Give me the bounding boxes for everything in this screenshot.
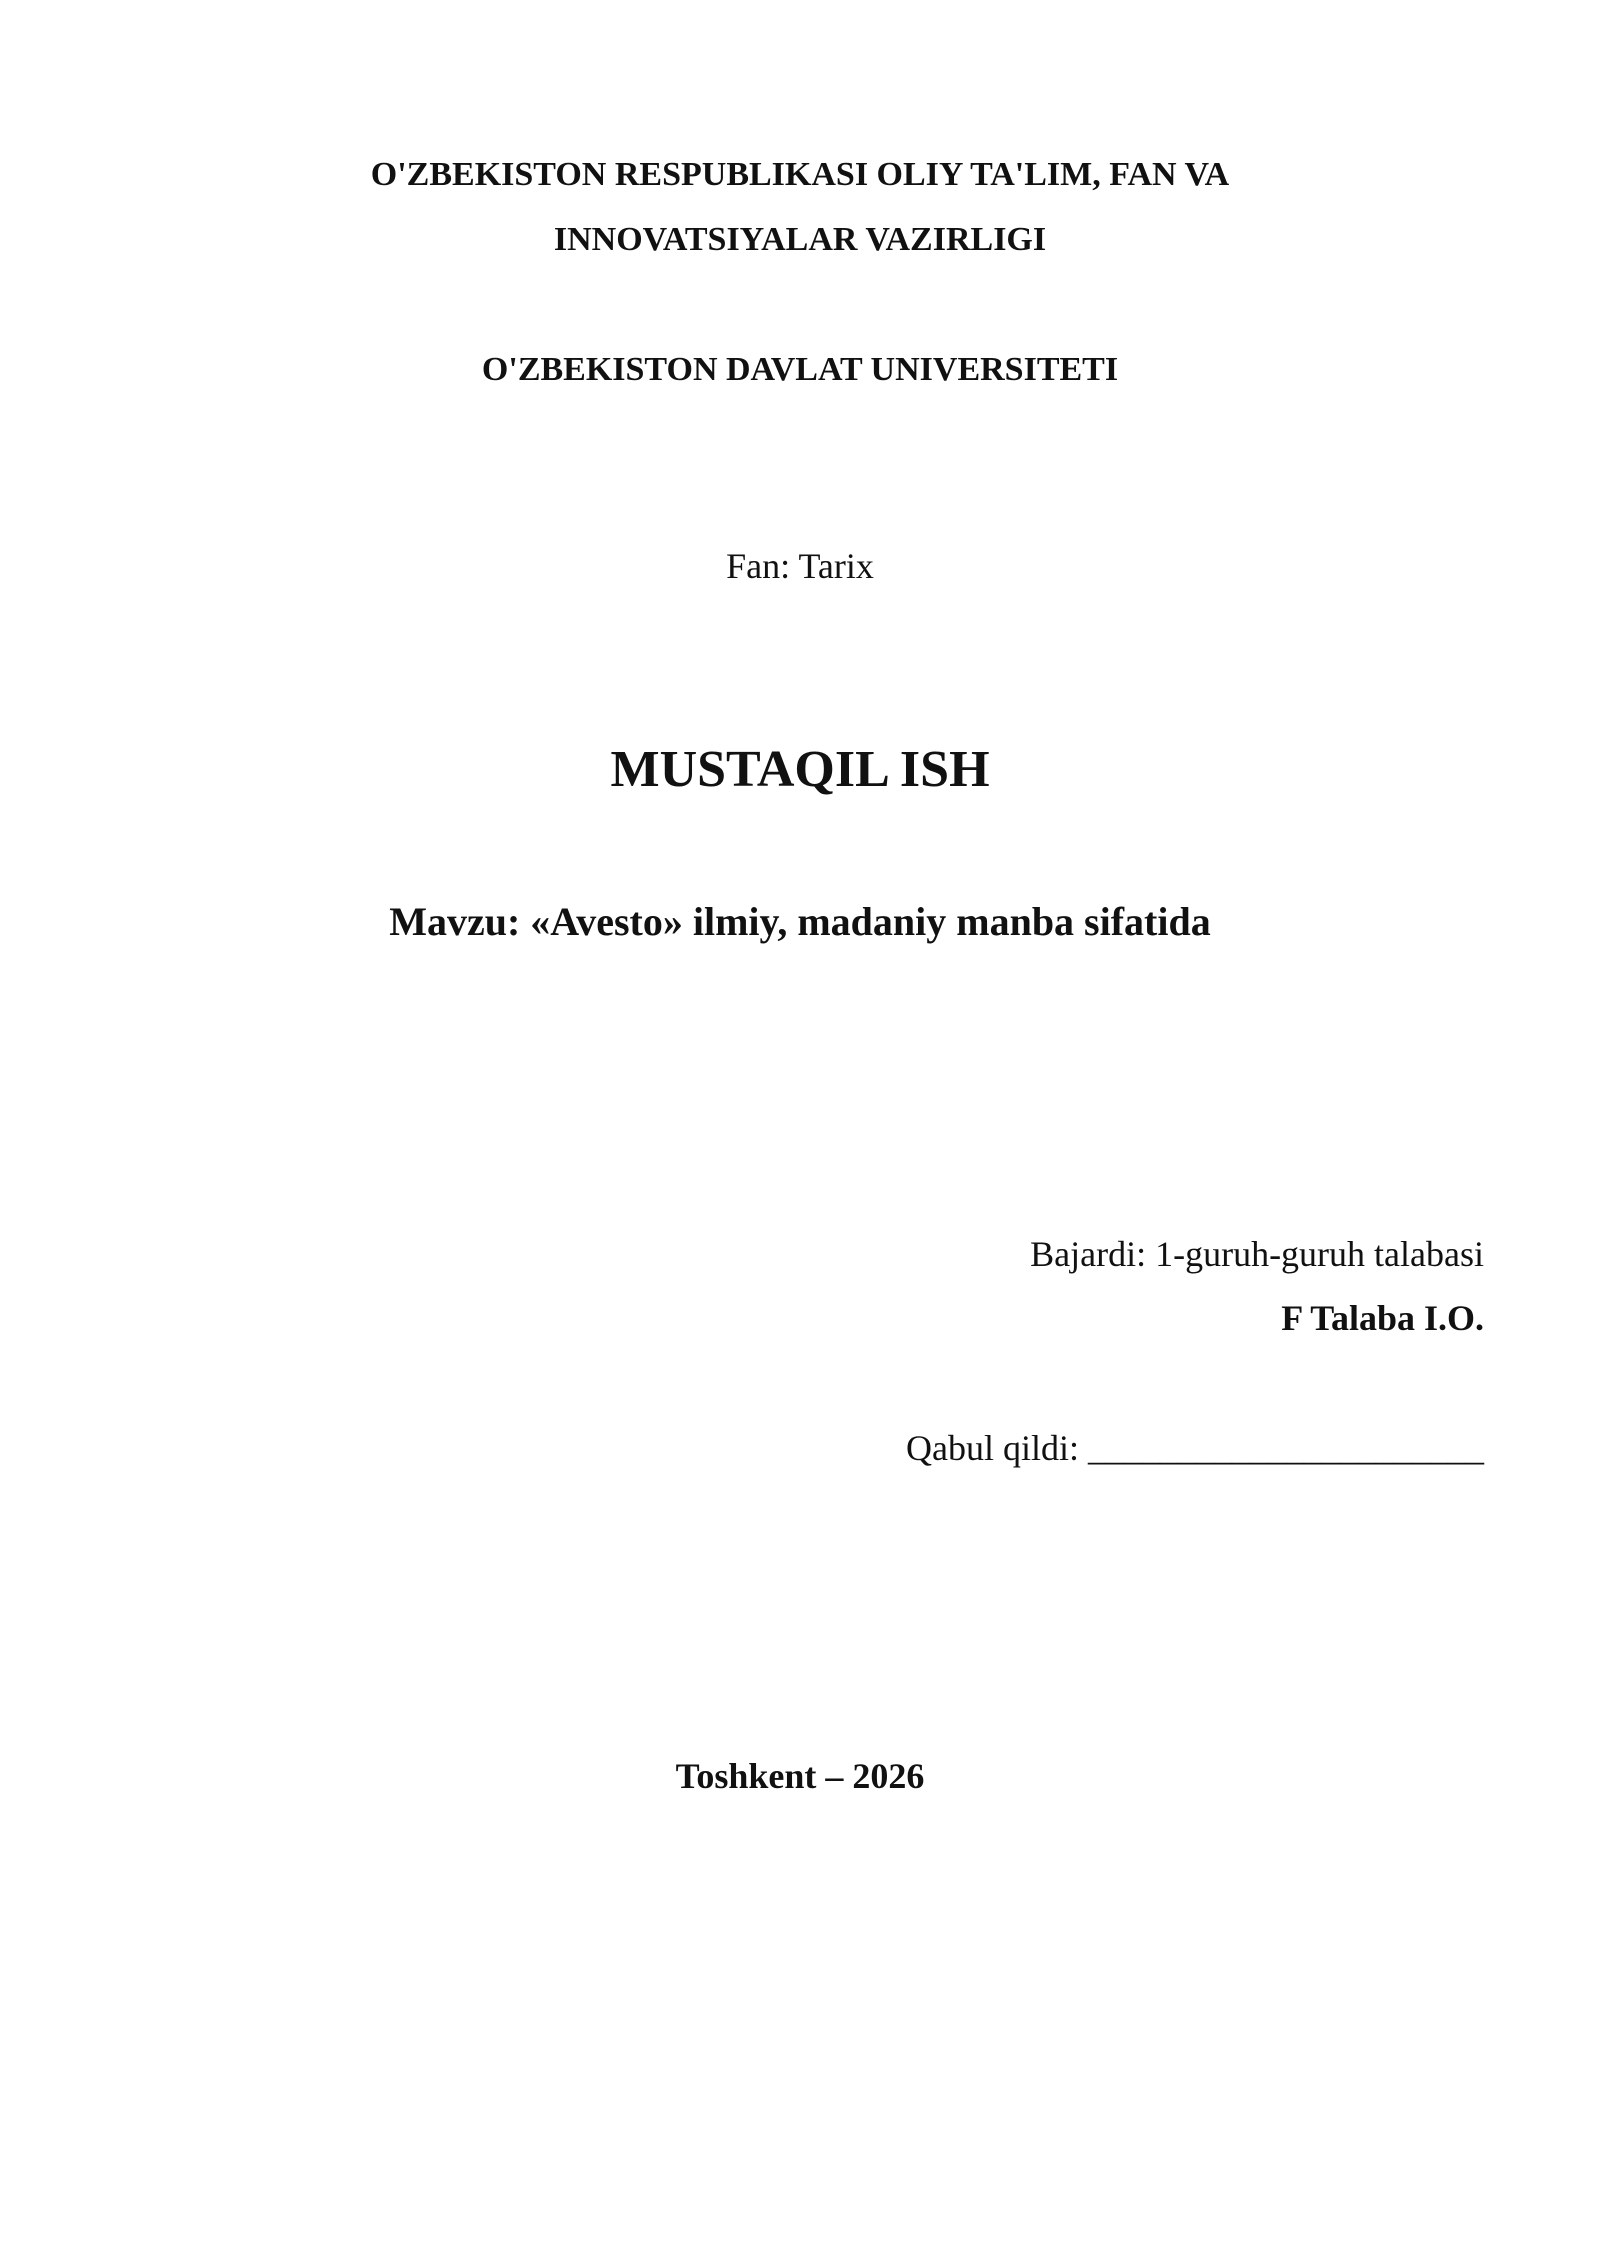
city-year: Toshkent – 2026: [675, 1756, 925, 1796]
topic-title: Mavzu: «Avesto» ilmiy, madaniy manba sifatida: [389, 899, 1211, 944]
document-title: MUSTAQIL ISH: [610, 741, 990, 798]
ministry-name-line-1: O'ZBEKISTON RESPUBLIKASI OLIY TA'LIM, FAN VA: [370, 156, 1230, 193]
ministry-name-line-2: INNOVATSIYALAR VAZIRLIGI: [553, 221, 1047, 258]
student-name: F Talaba I.O.: [1281, 1298, 1484, 1338]
university-name: O'ZBEKISTON DAVLAT UNIVERSITETI: [481, 351, 1119, 388]
performed-by-label: Bajardi: 1-guruh-guruh talabasi: [1030, 1234, 1484, 1274]
subject-label: Fan: Tarix: [726, 546, 874, 586]
accepted-by-label: Qabul qildi: ______________________: [906, 1428, 1484, 1468]
